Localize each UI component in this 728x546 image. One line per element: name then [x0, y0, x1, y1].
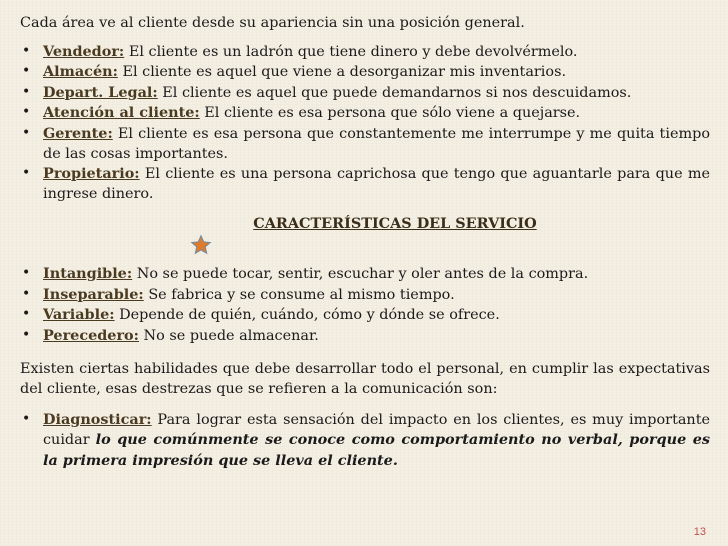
list-item: [20, 326, 710, 347]
role-term: Almacén:: [43, 63, 118, 81]
role-term: Vendedor:: [43, 42, 125, 60]
list-item: [20, 62, 710, 83]
list-item: [20, 264, 710, 285]
star-row: [20, 234, 710, 258]
diagnose-text: Para lograr esta sensación del impacto en los clientes, es muy importante cuidar: [43, 411, 710, 449]
diagnose-list: [20, 410, 710, 472]
list-item: [20, 83, 710, 104]
service-term: Variable:: [43, 306, 115, 324]
role-term: Propietario:: [43, 165, 140, 183]
role-text: El cliente es aquel que viene a desorganizar mis inventarios.: [117, 64, 567, 81]
bullet-icon: •: [22, 165, 31, 182]
list-item: [20, 285, 710, 306]
bullet-icon: •: [22, 42, 31, 59]
list-item: [20, 124, 710, 164]
role-term: Atención al cliente:: [43, 104, 200, 122]
star-icon: [190, 234, 212, 256]
service-term: Inseparable:: [43, 285, 144, 303]
bullet-icon: •: [22, 83, 31, 100]
bullet-icon: •: [22, 124, 31, 141]
list-item: [20, 103, 710, 124]
role-text: El cliente es aquel que puede demandarnos si nos descuidamos.: [157, 84, 632, 101]
role-term: Gerente:: [43, 124, 113, 142]
bullet-icon: •: [22, 306, 31, 323]
diagnose-emphasis: lo que comúnmente se conoce como comportamiento no verbal, porque es la primera impresión que se lleva el cliente.: [43, 431, 710, 469]
list-item: [20, 410, 710, 472]
bullet-icon: •: [22, 63, 31, 80]
intro-text: Cada área ve al cliente desde su apariencia sin una posición general.: [20, 15, 525, 31]
list-item: [20, 42, 710, 63]
list-item: [20, 164, 710, 204]
slide-content: [20, 14, 710, 471]
service-list: [20, 264, 710, 346]
roles-list: [20, 42, 710, 205]
list-item: [20, 305, 710, 326]
section-title: CARACTERÍSTICAS DEL SERVICIO: [253, 215, 537, 233]
role-text: El cliente es un ladrón que tiene dinero y debe devolvérmelo.: [124, 43, 578, 60]
role-text: El cliente es esa persona que constantemente me interrumpe y me quita tiempo de las cosas importantes.: [43, 125, 710, 162]
bullet-icon: •: [22, 264, 31, 281]
bullet-icon: •: [22, 104, 31, 121]
bullet-icon: •: [22, 285, 31, 302]
role-term: Depart. Legal:: [43, 83, 158, 101]
bullet-icon: •: [22, 410, 31, 427]
bullet-icon: •: [22, 326, 31, 343]
page-number: 13: [693, 526, 706, 538]
service-text: No se puede tocar, sentir, escuchar y oler antes de la compra.: [132, 265, 589, 282]
service-term: Intangible:: [43, 264, 133, 282]
role-text: El cliente es esa persona que sólo viene a quejarse.: [199, 105, 581, 122]
role-text: El cliente es una persona caprichosa que tengo que aguantarle para que me ingrese dinero.: [43, 166, 710, 202]
diagnose-term: Diagnosticar:: [43, 410, 152, 428]
service-text: Depende de quién, cuándo, cómo y dónde se ofrece.: [114, 307, 500, 324]
service-term: Perecedero:: [43, 326, 139, 344]
skills-paragraph: Existen ciertas habilidades que debe desarrollar todo el personal, en cumplir las expectativas del cliente, esas destrezas que se refieren a la comunicación son:: [20, 361, 710, 397]
service-text: No se puede almacenar.: [138, 327, 319, 344]
service-text: Se fabrica y se consume al mismo tiempo.: [143, 286, 455, 303]
